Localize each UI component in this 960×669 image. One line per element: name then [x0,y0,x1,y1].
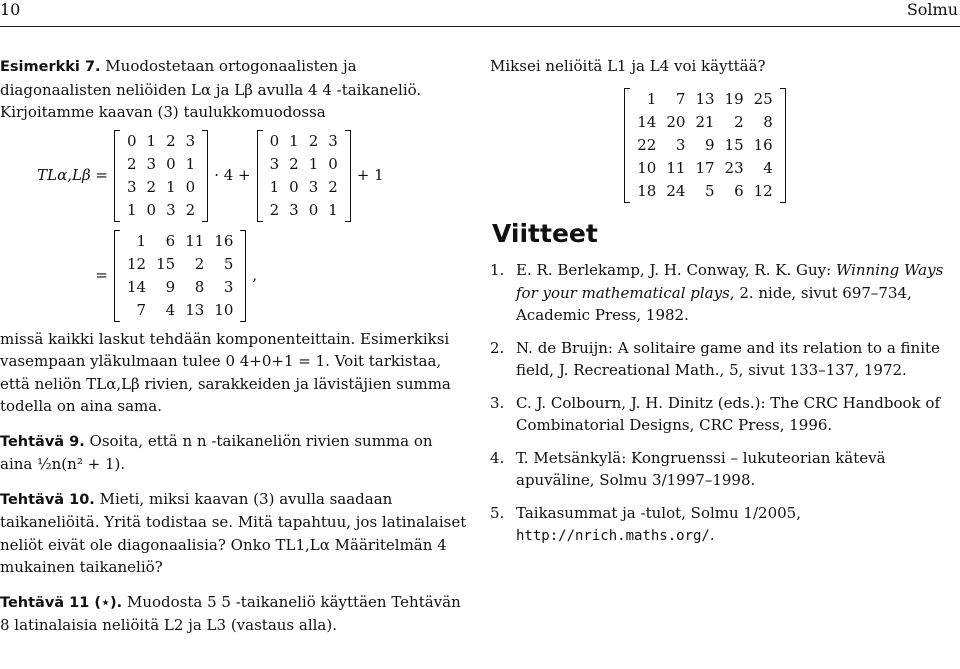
matrix-cell: 8 [194,277,205,296]
matrix-cell: 3 [223,277,234,296]
matrix-cell: 11 [666,158,686,177]
reference-title: Winning Ways for your mathematical plays [516,261,944,302]
matrix-b [257,130,351,222]
matrix-cell: 2 [194,254,205,273]
reference-details: , 2. nide, sivut 697–734, Academic Press, 1982. [516,283,912,324]
reference-number: 4. [490,448,505,467]
matrix-cell: 9 [705,135,715,154]
matrix-cell: 16 [753,135,773,154]
right-column [490,55,960,558]
task-9 [0,430,468,476]
matrix-cell: 1 [136,231,147,250]
matrix-cell: 25 [753,89,773,108]
reference-number: 1. [490,261,505,279]
reference-item [490,392,960,437]
matrix-cell: 1 [646,89,657,108]
matrix-cell: 11 [185,231,205,250]
matrix-cell: 0 [308,200,319,219]
matrix-cell: 2 [308,131,319,150]
matrix-cell: 21 [695,112,715,131]
matrix-cell: 12 [753,181,773,200]
explanation-paragraph: missä kaikki laskut tehdään komponenteittain. Esimerkiksi vasempaan yläkulmaan tulee 0 4+0+1 = 1. Voit tarkistaa, että neliön TLα,Lβ rivien, sarakkeiden ja lävistäjien summa todella on aina sama. [0,329,451,415]
references-heading: Viitteet [492,218,598,248]
matrix-cell: 10 [214,300,234,319]
matrix-cell: 2 [127,154,137,173]
reference-item [490,259,960,327]
matrix-cell: 1 [308,154,319,173]
matrix-cell: 2 [146,177,157,196]
magic-square-5x5 [624,88,785,203]
matrix-cell: 3 [289,200,299,219]
matrix-cell: 13 [695,89,715,108]
reference-list [490,259,960,548]
task-10-label: Tehtävä 10. [0,491,95,508]
page-number: 10 [0,0,21,19]
matrix-cell: 14 [127,277,147,296]
matrix-cell: 3 [185,131,196,150]
task-11-text: Muodosta 5 5 -taikaneliö käyttäen Tehtävän 8 latinalaisia neliöitä L2 ja L3 (vastaus alla). [0,592,461,634]
matrix-cell: 1 [166,177,176,196]
matrix-cell: 2 [269,200,280,219]
matrix-cell: 1 [127,200,137,219]
matrix-cell: 24 [666,181,686,200]
matrix-cell: 0 [146,200,157,219]
matrix-cell: 1 [328,200,338,219]
matrix-cell: 3 [308,177,319,196]
matrix-cell: 20 [666,112,686,131]
journal-name: Solmu [906,0,958,19]
matrix-cell: 2 [166,131,176,150]
matrix-cell: 3 [166,200,176,219]
matrix-cell: 0 [269,131,280,150]
reference-text: T. Metsänkylä: Kongruenssi – lukuteorian kätevä apuväline, Solmu 3/1997–1998. [516,448,886,489]
matrix-cell: 8 [763,112,773,131]
matrix-cell: 17 [695,158,715,177]
matrix-cell: 14 [637,112,657,131]
times-operator: · 4 + [214,166,251,185]
equation-line-1 [0,130,468,222]
matrix-cell: 2 [328,177,338,196]
matrix-cell: 1 [185,154,196,173]
equals-sign: = [95,266,108,285]
task-10-text: Mieti, miksi kaavan (3) avulla saadaan taikaneliöitä. Yritä todistaa se. Mitä tapahtuu, jos latinalaiset neliöt eivät ole diagonaalisia? Onko TL1,Lα Määritelmän 4 mukainen taikaneliö? [0,489,467,576]
matrix-cell: 0 [289,177,299,196]
example-paragraph [0,55,468,124]
task-9-text: Osoita, että n n -taikaneliön rivien summa on aina ½n(n² + 1). [0,431,433,473]
reference-text: Taikasummat ja -tulot, Solmu 1/2005, [516,503,801,522]
reference-number: 5. [490,503,505,522]
matrix-cell: 12 [127,254,147,273]
reference-text: C. J. Colbourn, J. H. Dinitz (eds.): The CRC Handbook of Combinatorial Designs, CRC Press, 1996. [516,393,940,434]
reference-item [490,502,960,548]
task-11-label: Tehtävä 11 (⋆). [0,594,123,611]
matrix-a [114,130,208,222]
task-11 [0,591,468,637]
page-header [0,0,960,24]
matrix-cell: 4 [165,300,176,319]
trailing-comma: , [252,266,258,285]
matrix-cell: 1 [269,177,280,196]
matrix-cell: 22 [637,135,657,154]
matrix-cell: 15 [156,254,176,273]
matrix-cell: 23 [724,158,744,177]
matrix-cell: 19 [724,89,744,108]
reference-item [490,337,960,382]
reference-authors: E. R. Berlekamp, J. H. Conway, R. K. Guy: [516,261,836,279]
matrix-cell: 2 [185,200,196,219]
matrix-cell: 1 [146,131,157,150]
matrix-cell: 7 [675,89,686,108]
matrix-cell: 15 [724,135,744,154]
matrix-cell: 13 [185,300,205,319]
matrix-cell: 5 [705,181,715,200]
matrix-cell: 0 [166,154,176,173]
matrix-cell: 6 [165,231,176,250]
reference-text: N. de Bruijn: A solitaire game and its relation to a finite field, J. Recreational Math., 5, sivut 133–137, 1972. [516,338,940,379]
matrix-result [114,230,246,322]
matrix-cell: 2 [734,112,744,131]
equation-line-2 [0,230,468,322]
matrix-cell: 3 [127,177,137,196]
magic-square-wrap [490,88,960,203]
matrix-cell: 3 [146,154,157,173]
matrix-cell: 0 [185,177,196,196]
matrix-cell: 10 [637,158,657,177]
example-label: Esimerkki 7. [0,59,101,75]
matrix-cell: 7 [136,300,147,319]
matrix-cell: 0 [328,154,338,173]
matrix-cell: 3 [328,131,338,150]
reference-tail: . [709,526,715,544]
matrix-cell: 18 [637,181,657,200]
task-9-label: Tehtävä 9. [0,433,85,450]
matrix-cell: 3 [269,154,280,173]
matrix-cell: 1 [289,131,299,150]
matrix-cell: 5 [223,254,234,273]
equation-lhs: TLα,Lβ = [37,166,108,185]
reference-link[interactable]: http://nrich.maths.org/ [516,528,710,544]
reference-item [490,447,960,492]
task-10 [0,488,468,579]
matrix-cell: 16 [214,231,234,250]
header-rule [0,26,960,27]
matrix-cell: 0 [127,131,137,150]
plus-operator: + 1 [356,166,384,185]
matrix-cell: 9 [165,277,176,296]
example-intro: Muodostetaan ortogonaalisten ja diagonaalisten neliöiden Lα ja Lβ avulla 4 4 -taikaneliö. Kirjoitamme kaavan (3) taulukkomuodossa [0,57,422,121]
matrix-cell: 3 [675,135,686,154]
matrix-cell: 6 [734,181,744,200]
reference-number: 3. [490,393,505,412]
question-text: Miksei neliöitä L1 ja L4 voi käyttää? [490,57,766,75]
reference-number: 2. [490,338,505,357]
left-column [0,55,468,637]
matrix-cell: 4 [763,158,773,177]
matrix-cell: 2 [289,154,299,173]
